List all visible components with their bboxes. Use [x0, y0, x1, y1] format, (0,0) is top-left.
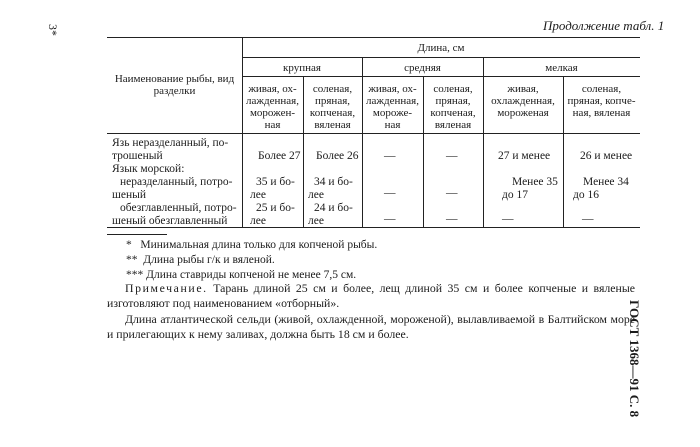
cell-line: лее: [308, 189, 324, 201]
subheader-line: пряная,: [314, 95, 351, 107]
row1-medium-fresh: —: [384, 150, 396, 162]
row1-large-fresh: Более 27: [258, 150, 301, 162]
subheader-line: вяленая: [314, 119, 351, 131]
subheader-medium-processed: [423, 83, 483, 131]
page-corner-mark: 3*: [46, 24, 60, 36]
footnotes: [126, 238, 377, 283]
subheader-line: живая, ох-: [248, 83, 297, 95]
header-line: разделки: [153, 85, 196, 97]
note-paragraph: [107, 281, 635, 311]
subheader-line: копченая,: [430, 107, 476, 119]
subheader-line: лажденная,: [366, 95, 419, 107]
subheader-line: ная: [264, 119, 281, 131]
length-rule: [242, 57, 640, 58]
footnote: * Минимальная длина только для копченой рыбы.: [126, 239, 378, 251]
row-name-line: шеный обезглавленный: [112, 215, 228, 227]
row1-medium-processed: —: [446, 150, 458, 162]
subheader-small-fresh: [483, 83, 563, 119]
subheader-line: морожен-: [249, 107, 296, 119]
row1-large-processed: Более 26: [316, 150, 359, 162]
subheader-large-processed: [303, 83, 362, 131]
cell-line: до 16: [573, 189, 599, 201]
cell-line: до 17: [502, 189, 528, 201]
note-text: Тарань длиной 25 см и более, лещ длиной 35 см и более копченые и вяленые изготовляют под наименованием «отборный».: [107, 281, 635, 310]
subheader-line: ная: [384, 119, 401, 131]
header-bottom-rule: [107, 133, 640, 134]
cell-line: 25 и бо-: [256, 202, 295, 214]
row2-small-processed: [573, 176, 629, 202]
row2-large-fresh: [250, 176, 295, 202]
row-name-line: неразделанный, потро-: [120, 176, 233, 188]
subheader-medium-fresh: [362, 83, 423, 131]
standard-stamp: ГОСТ 1368—91 С. 8: [627, 300, 642, 418]
subheader-line: копченая,: [309, 107, 356, 119]
row-names: [112, 137, 242, 228]
note-label: Примечание.: [125, 281, 208, 295]
group-small: мелкая: [545, 62, 578, 74]
subheader-line: вяленая: [434, 119, 472, 131]
footnote: *** Длина ставриды копченой не менее 7,5 см.: [126, 269, 357, 281]
footnote: ** Длина рыбы г/к и вяленой.: [126, 254, 275, 266]
row-name-line: Язык морской:: [112, 163, 185, 175]
cell-line: 24 и бо-: [314, 202, 353, 214]
group-medium: средняя: [404, 62, 441, 74]
column-header-name: [107, 73, 242, 97]
row3-large-fresh: [250, 202, 295, 228]
subheader-line: лажденная,: [246, 95, 299, 107]
footnote-rule: [107, 234, 167, 235]
row3-large-processed: [308, 202, 353, 228]
row2-medium-processed: —: [446, 187, 458, 199]
row-name-line: Язь неразделанный, по-: [112, 137, 229, 149]
subheader-large-fresh: [242, 83, 303, 131]
row1-small-processed: 26 и менее: [580, 150, 633, 162]
subheader-line: живая,: [507, 83, 539, 95]
length-header: Длина, см: [417, 42, 465, 54]
subheader-line: соленая,: [433, 83, 473, 95]
cell-line: лее: [250, 215, 266, 227]
group-large: крупная: [283, 62, 321, 74]
subheader-line: соленая,: [312, 83, 353, 95]
row3-small-processed: —: [582, 213, 594, 225]
row3-medium-processed: —: [446, 213, 458, 225]
herring-paragraph: Длина атлантической сельди (живой, охлажденной, мороженой), вылавливаемой в Балтийском море и прилегающих к нему заливах, должна быть 18 см и более.: [107, 312, 635, 341]
row2-medium-fresh: —: [384, 187, 396, 199]
cell-line: лее: [250, 189, 266, 201]
header-line: Наименование рыбы, вид: [114, 73, 235, 85]
cell-line: 34 и бо-: [314, 176, 353, 188]
subheader-line: ная, вяленая: [572, 107, 631, 119]
row2-large-processed: [308, 176, 353, 202]
subheader-line: мороже-: [372, 107, 413, 119]
table-top-rule: [107, 37, 640, 38]
row3-small-fresh: —: [502, 213, 514, 225]
subheader-line: живая, ох-: [368, 83, 417, 95]
group-rule: [242, 76, 640, 77]
row-name-line: обезглавленный, потро-: [120, 202, 237, 214]
subheader-line: охлажденная,: [491, 95, 555, 107]
subheader-line: мороженая: [497, 107, 549, 119]
table-continuation-label: Продолжение табл. 1: [543, 18, 665, 33]
row-name-line: шеный: [112, 189, 146, 201]
row2-small-fresh: [502, 176, 558, 202]
cell-line: Менее 34: [583, 176, 629, 188]
subheader-small-processed: [563, 83, 640, 119]
row1-small-fresh: 27 и менее: [498, 150, 551, 162]
subheader-line: пряная, копче-: [567, 95, 636, 107]
cell-line: лее: [308, 215, 324, 227]
row-name-line: трошеный: [112, 150, 163, 162]
row3-medium-fresh: —: [384, 213, 396, 225]
cell-line: 35 и бо-: [256, 176, 295, 188]
cell-line: Менее 35: [512, 176, 558, 188]
subheader-line: соленая,: [581, 83, 622, 95]
subheader-line: пряная,: [435, 95, 471, 107]
